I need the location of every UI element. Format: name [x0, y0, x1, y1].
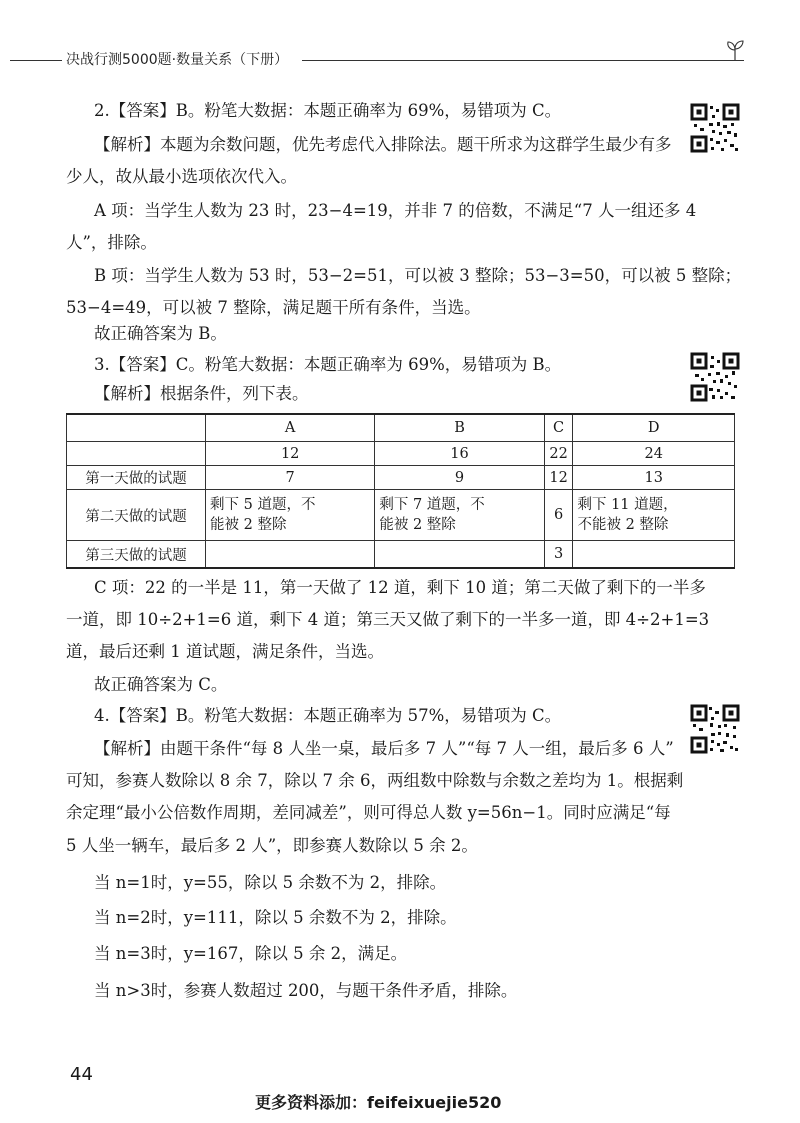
q2-analysis-line-2: 少人，故从最小选项依次代入。: [66, 167, 297, 186]
q4-answer-line: 4.【答案】B。粉笔大数据：本题正确率为 57%，易错项为 C。: [94, 706, 562, 725]
qr-code-icon[interactable]: [690, 103, 740, 153]
table-day2-b-line-1: 剩下 7 道题，不: [379, 497, 485, 513]
table-total-c: 22: [544, 442, 573, 466]
table-total-b: 16: [375, 442, 544, 466]
table-day1-d: 13: [573, 466, 735, 490]
q2-answer-line: 2.【答案】B。粉笔大数据：本题正确率为 69%，易错项为 C。: [94, 101, 562, 120]
table-day2-a-line-2: 能被 2 整除: [210, 517, 287, 533]
table-day3-a: [206, 541, 375, 569]
q4-case-3: 当 n=3时，y=167，除以 5 余 2，满足。: [94, 944, 408, 963]
table-total-d: 24: [573, 442, 735, 466]
table-day3-b: [375, 541, 544, 569]
table-day2-d-line-1: 剩下 11 道题，: [577, 497, 678, 513]
table-total-a: 12: [206, 442, 375, 466]
q3-table: [66, 413, 735, 569]
table-day2-c: 6: [544, 490, 573, 541]
q3-option-c-line-2: 一道，即 10÷2+1=6 道，剩下 4 道；第三天又做了剩下的一半多一道，即 4÷2+1=3: [66, 610, 710, 629]
qr-code-icon[interactable]: [690, 352, 740, 402]
table-day3-d: [573, 541, 735, 569]
table-header-a: A: [206, 414, 375, 442]
table-header-b: B: [375, 414, 544, 442]
q3-option-c-line-3: 道，最后还剩 1 道试题，满足条件，当选。: [66, 642, 384, 661]
sprout-icon: [722, 40, 748, 60]
q3-answer-line: 3.【答案】C。粉笔大数据：本题正确率为 69%，易错项为 B。: [94, 355, 562, 374]
table-day2-d-line-2: 不能被 2 整除: [577, 517, 669, 533]
q4-analysis-line-1: 【解析】由题干条件“每 8 人坐一桌，最后多 7 人”“每 7 人一组，最后多 6 人”: [94, 739, 674, 758]
table-header-d: D: [573, 414, 735, 442]
q4-case-4: 当 n>3时，参赛人数超过 200，与题干条件矛盾，排除。: [94, 981, 518, 1000]
table-header-c: C: [544, 414, 573, 442]
table-day3-c: 3: [544, 541, 573, 569]
table-day2-a: [206, 490, 375, 541]
q2-option-b-line-1: B 项：当学生人数为 53 时，53−2=51，可以被 3 整除；53−3=50，可以被 5 整除；: [94, 266, 742, 285]
q4-analysis-line-4: 5 人坐一辆车，最后多 2 人”，即参赛人数除以 5 余 2。: [66, 836, 478, 855]
q2-option-b-line-2: 53−4=49，可以被 7 整除，满足题干所有条件，当选。: [66, 298, 481, 317]
q2-analysis-line-1: 【解析】本题为余数问题，优先考虑代入排除法。题干所求为这群学生最少有多: [94, 135, 672, 154]
page-number: 44: [70, 1064, 93, 1085]
q3-option-c-line-1: C 项：22 的一半是 11，第一天做了 12 道，剩下 10 道；第二天做了剩下的一半多: [94, 578, 706, 597]
q4-analysis-line-2: 可知，参赛人数除以 8 余 7，除以 7 余 6，两组数中除数与余数之差均为 1。根据剩: [66, 771, 684, 790]
table-day2-b-line-2: 能被 2 整除: [379, 517, 456, 533]
q2-option-a-line-1: A 项：当学生人数为 23 时，23−4=19，并非 7 的倍数，不满足“7 人一组还多 4: [94, 201, 697, 220]
table-day2-d: [573, 490, 735, 541]
running-header-title: 决战行测5000题·数量关系（下册）: [66, 52, 289, 68]
q2-conclusion: 故正确答案为 B。: [94, 324, 227, 343]
footer-note: 更多资料添加：feifeixuejie520: [255, 1093, 502, 1112]
q4-case-1: 当 n=1时，y=55，除以 5 余数不为 2，排除。: [94, 873, 447, 892]
table-day2-label: 第二天做的试题: [67, 490, 206, 541]
q4-analysis-line-3: 余定理“最小公倍数作周期，差同减差”，则可得总人数 y=56n−1。同时应满足“每: [66, 803, 671, 822]
table-day2-a-line-1: 剩下 5 道题，不: [210, 497, 316, 513]
table-day1-a: 7: [206, 466, 375, 490]
table-empty-label-cell: [67, 442, 206, 466]
table-day1-b: 9: [375, 466, 544, 490]
header-rule-left: [10, 60, 62, 61]
q3-conclusion: 故正确答案为 C。: [94, 675, 228, 694]
q3-analysis: 【解析】根据条件，列下表。: [94, 384, 309, 403]
table-day1-label: 第一天做的试题: [67, 466, 206, 490]
header-rule-right: [302, 60, 744, 61]
table-day3-label: 第三天做的试题: [67, 541, 206, 569]
q4-case-2: 当 n=2时，y=111，除以 5 余数不为 2，排除。: [94, 908, 457, 927]
qr-code-icon[interactable]: [690, 704, 740, 754]
table-day2-b: [375, 490, 544, 541]
q2-option-a-line-2: 人”，排除。: [66, 233, 157, 252]
table-corner-cell: [67, 414, 206, 442]
table-day1-c: 12: [544, 466, 573, 490]
